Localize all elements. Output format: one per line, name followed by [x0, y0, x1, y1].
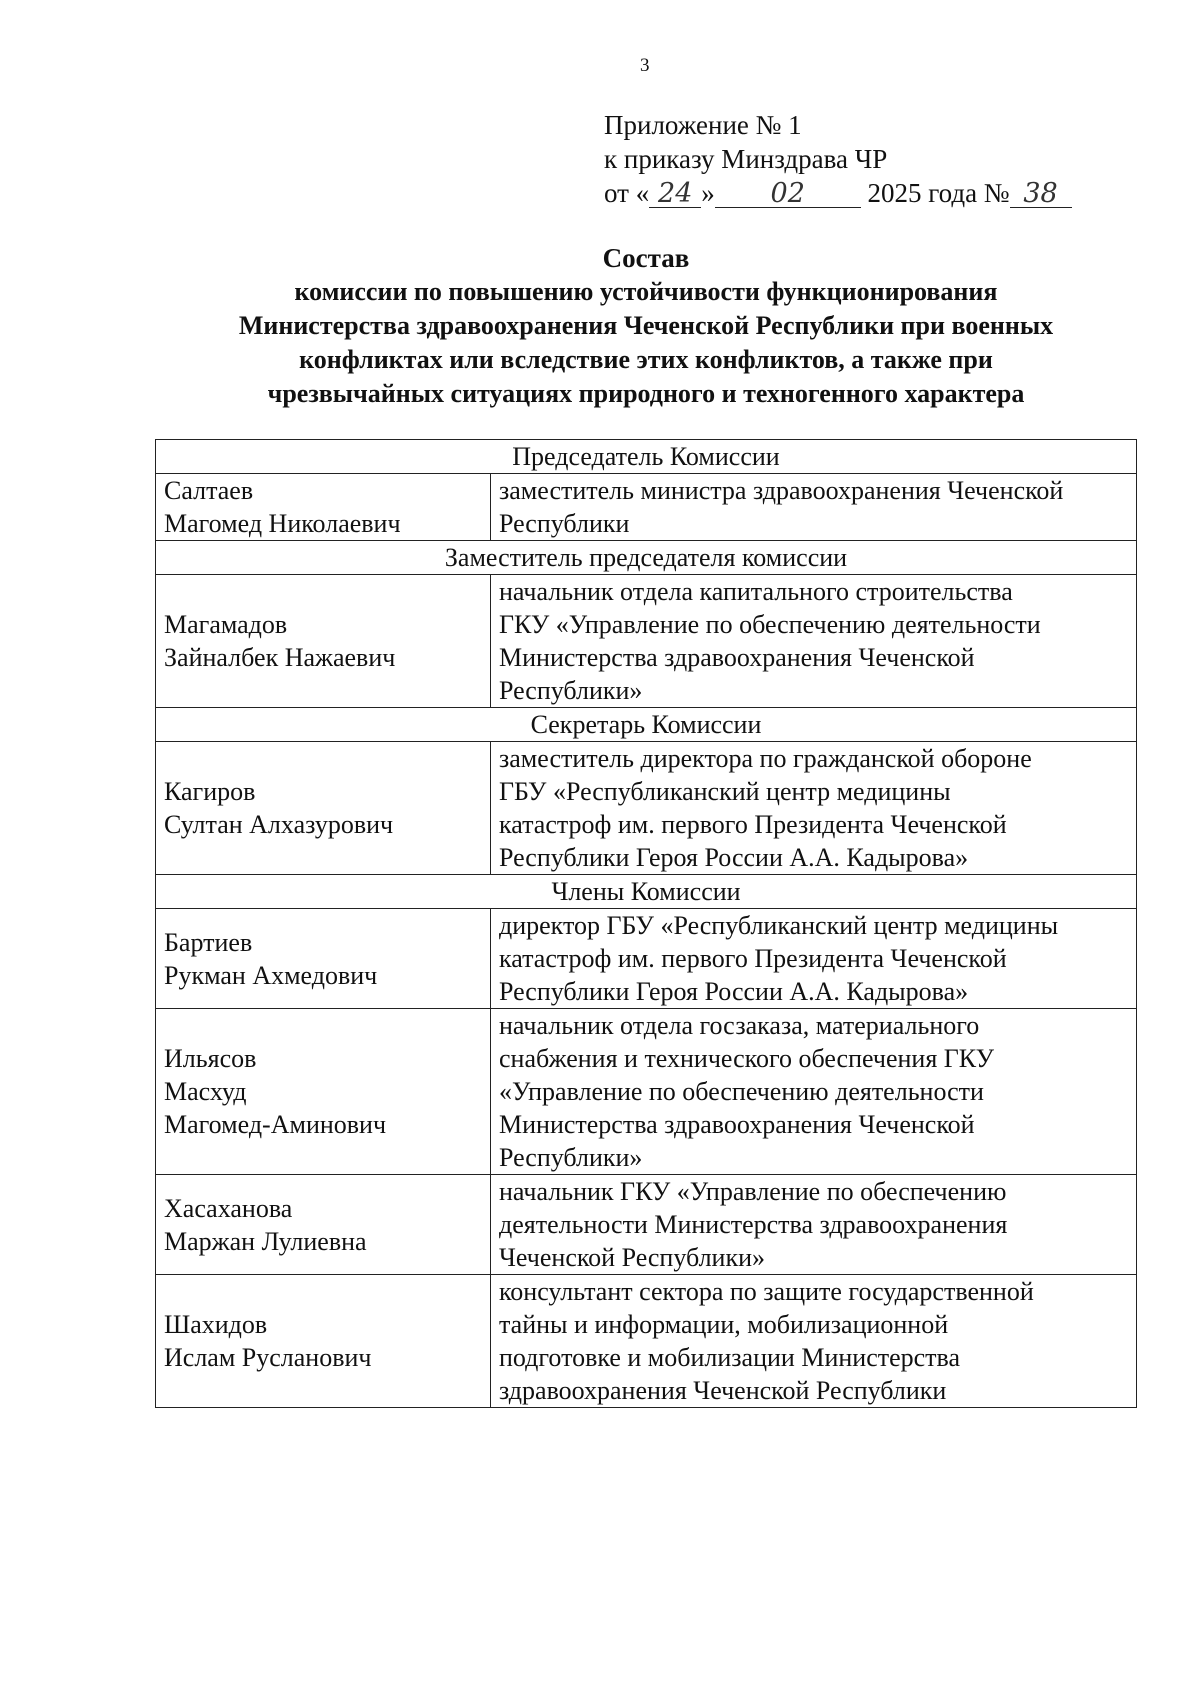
member-position — [491, 575, 1137, 708]
position-line: катастроф им. первого Президента Чеченской — [499, 944, 1007, 973]
page-number: 3 — [640, 55, 650, 76]
date-year: 2025 года № — [867, 178, 1010, 208]
position-line: начальник отдела капитального строительства — [499, 577, 1013, 606]
member-row — [156, 1275, 1137, 1408]
section-title-deputy: Заместитель председателя комиссии — [156, 541, 1137, 575]
member-surname: Хасаханова — [164, 1193, 293, 1223]
position-line: начальник отдела госзаказа, материального — [499, 1011, 980, 1040]
attachment-header — [604, 108, 1072, 210]
position-line: ГКУ «Управление по обеспечению деятельности — [499, 610, 1041, 639]
member-name — [156, 474, 491, 541]
member-given-name: Зайналбек Нажаевич — [164, 643, 396, 672]
member-surname: Бартиев — [164, 927, 253, 957]
title-heading: Состав — [602, 243, 690, 273]
attachment-order-ref: к приказу Минздрава ЧР — [604, 144, 888, 174]
date-prefix: от « — [604, 178, 650, 208]
member-position — [491, 1175, 1137, 1275]
title-line: комиссии по повышению устойчивости функционирования — [294, 277, 998, 306]
member-row — [156, 474, 1137, 541]
section-row — [156, 875, 1137, 909]
member-name — [156, 575, 491, 708]
member-position — [491, 742, 1137, 875]
position-line: начальник ГКУ «Управление по обеспечению — [499, 1177, 1007, 1206]
position-line: Республики Героя России А.А. Кадырова» — [499, 977, 969, 1006]
member-given-name: Ислам Русланович — [164, 1343, 372, 1372]
member-row — [156, 575, 1137, 708]
position-line: Чеченской Республики» — [499, 1243, 766, 1272]
member-given-name: Рукман Ахмедович — [164, 960, 378, 990]
member-position — [491, 1275, 1137, 1408]
position-line: деятельности Министерства здравоохранения — [499, 1210, 1008, 1239]
section-title-members: Члены Комиссии — [156, 875, 1137, 909]
position-line: Министерства здравоохранения Чеченской — [499, 1110, 975, 1139]
member-given-name: Султан Алхазурович — [164, 810, 394, 839]
section-row — [156, 708, 1137, 742]
position-line: снабжения и технического обеспечения ГКУ — [499, 1044, 995, 1073]
position-line: заместитель директора по гражданской обороне — [499, 744, 1032, 773]
member-name — [156, 742, 491, 875]
commission-table — [155, 439, 1137, 1408]
member-position — [491, 1009, 1137, 1175]
handwritten-month: 02 — [715, 181, 861, 208]
member-position — [491, 909, 1137, 1009]
member-given-name: Масхуд — [164, 1077, 247, 1106]
section-row — [156, 440, 1137, 474]
position-line: консультант сектора по защите государственной — [499, 1277, 1034, 1306]
title-line: чрезвычайных ситуациях природного и техногенного характера — [267, 379, 1025, 408]
position-line: директор ГБУ «Республиканский центр медицины — [499, 911, 1059, 940]
handwritten-day: 24 — [649, 181, 701, 208]
member-name — [156, 1175, 491, 1275]
title-line: Министерства здравоохранения Чеченской Республики при военных — [238, 311, 1054, 340]
member-row — [156, 742, 1137, 875]
member-position — [491, 474, 1137, 541]
position-line: Республики Героя России А.А. Кадырова» — [499, 843, 969, 872]
member-name — [156, 1275, 491, 1408]
member-surname: Кагиров — [164, 777, 256, 806]
member-row — [156, 909, 1137, 1009]
member-surname: Ильясов — [164, 1044, 257, 1073]
document-title — [150, 241, 1142, 411]
section-row — [156, 541, 1137, 575]
section-title-secretary: Секретарь Комиссии — [156, 708, 1137, 742]
position-line: Республики» — [499, 1143, 643, 1172]
handwritten-order-number: 38 — [1010, 181, 1072, 208]
member-surname: Салтаев — [164, 476, 254, 505]
section-title-chairman: Председатель Комиссии — [156, 440, 1137, 474]
position-line: ГБУ «Республиканский центр медицины — [499, 777, 951, 806]
member-name — [156, 909, 491, 1009]
member-given-name: Маржан Лулиевна — [164, 1226, 367, 1256]
position-line: заместитель министра здравоохранения Чеченской — [499, 476, 1064, 505]
member-row — [156, 1175, 1137, 1275]
member-patronymic: Магомед-Аминович — [164, 1110, 387, 1139]
position-line: здравоохранения Чеченской Республики — [499, 1376, 947, 1405]
position-line: «Управление по обеспечению деятельности — [499, 1077, 984, 1106]
member-given-name: Магомед Николаевич — [164, 509, 401, 538]
position-line: Республики» — [499, 676, 643, 705]
member-name — [156, 1009, 491, 1175]
date-mid: » — [701, 178, 715, 208]
member-surname: Шахидов — [164, 1310, 268, 1339]
member-row — [156, 1009, 1137, 1175]
position-line: Министерства здравоохранения Чеченской — [499, 643, 975, 672]
member-surname: Магамадов — [164, 610, 288, 639]
position-line: подготовке и мобилизации Министерства — [499, 1343, 961, 1372]
position-line: Республики — [499, 509, 630, 538]
attachment-title: Приложение № 1 — [604, 110, 802, 140]
position-line: тайны и информации, мобилизационной — [499, 1310, 949, 1339]
attachment-date-line — [604, 176, 1072, 210]
title-line: конфликтах или вследствие этих конфликтов, а также при — [299, 345, 993, 374]
position-line: катастроф им. первого Президента Чеченской — [499, 810, 1007, 839]
